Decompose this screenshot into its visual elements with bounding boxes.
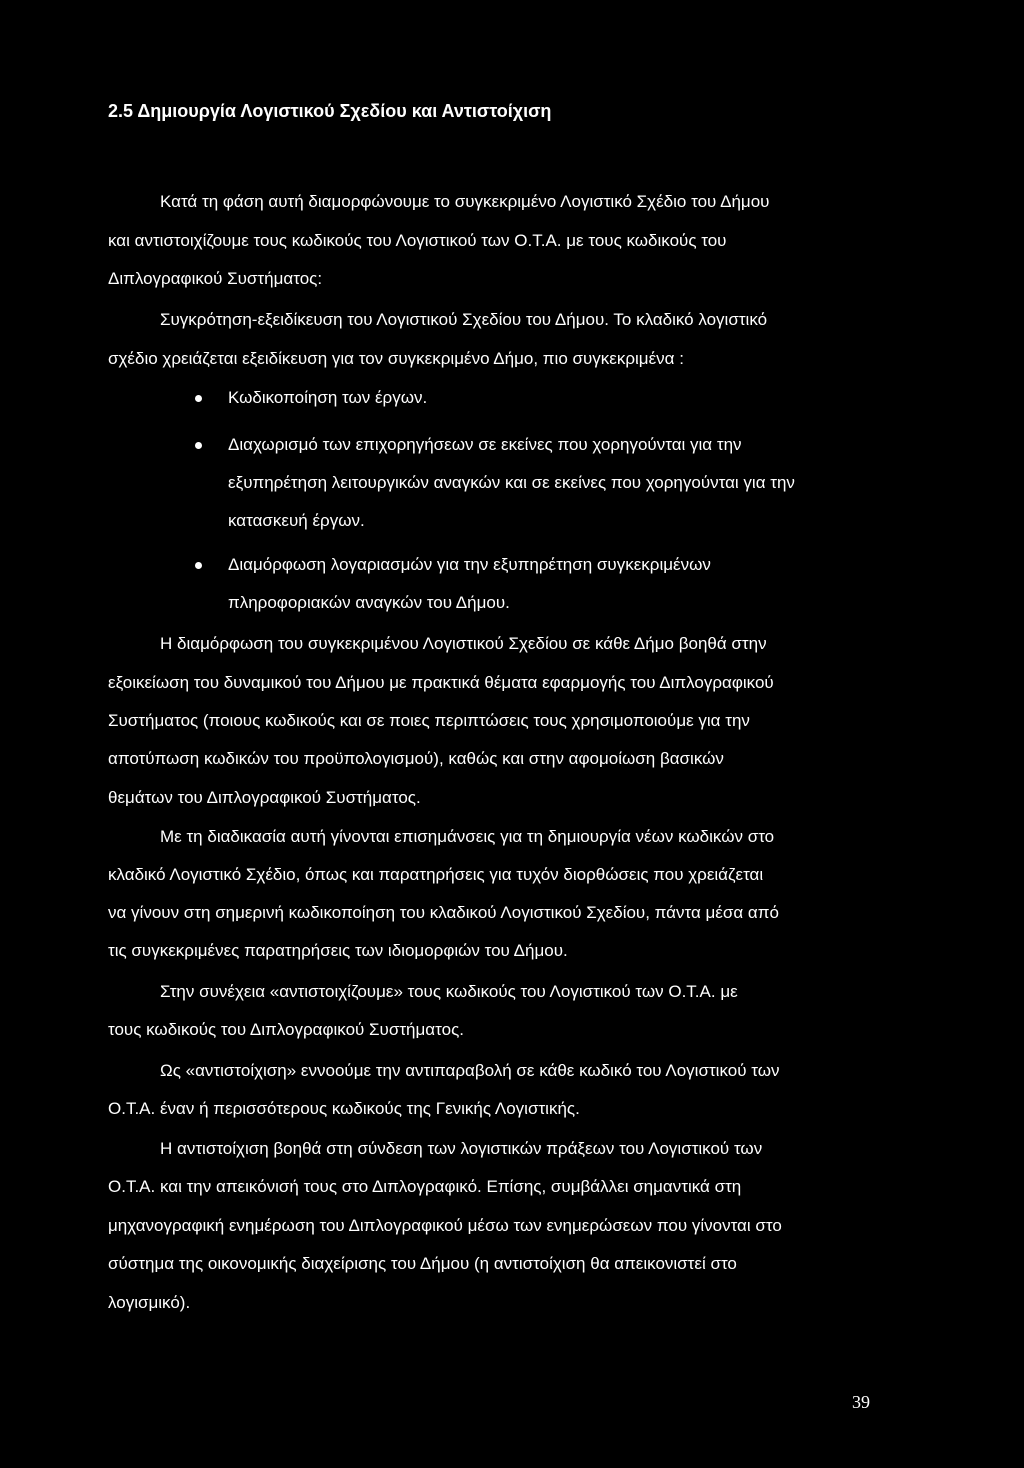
intro-line-3: Διπλογραφικού Συστήματος: — [108, 269, 323, 288]
specialization-line-2: σχέδιο χρειάζεται εξειδίκευση για τον συγκεκριμένο Δήμο, πιο συγκεκριμένα : — [108, 349, 684, 368]
intro-line-1: Κατά τη φάση αυτή διαμορφώνουμε το συγκεκριμένο Λογιστικό Σχέδιο του Δήμου — [160, 192, 770, 211]
bullet-1-line-1: Κωδικοποίηση των έργων. — [228, 388, 428, 407]
paragraph-5-line-3: μηχανογραφική ενημέρωση του Διπλογραφικού μέσω των ενημερώσεων που γίνονται στο — [108, 1216, 782, 1235]
paragraph-1-line-4: αποτύπωση κωδικών του προϋπολογισμού), καθώς και στην αφομοίωση βασικών — [108, 749, 724, 768]
paragraph-4-line-1: Ως «αντιστοίχιση» εννοούμε την αντιπαραβολή σε κάθε κωδικό του Λογιστικού των — [160, 1061, 780, 1080]
paragraph-1-line-5: θεμάτων του Διπλογραφικού Συστήματος. — [108, 788, 421, 807]
paragraph-2-line-3: να γίνουν στη σημερινή κωδικοποίηση του κλαδικού Λογιστικού Σχεδίου, πάντα μέσα από — [108, 903, 779, 922]
bullet-dot-icon — [195, 395, 202, 402]
paragraph-4-line-2: Ο.Τ.Α. έναν ή περισσότερους κωδικούς της Γενικής Λογιστικής. — [108, 1099, 580, 1118]
intro-line-2: και αντιστοιχίζουμε τους κωδικούς του Λογιστικού των Ο.Τ.Α. με τους κωδικούς του — [108, 231, 727, 250]
paragraph-5-line-5: λογισμικό). — [108, 1293, 191, 1312]
paragraph-3-line-2: τους κωδικούς του Διπλογραφικού Συστήματος. — [108, 1020, 464, 1039]
page-number: 39 — [852, 1392, 870, 1412]
bullet-2-line-3: κατασκευή έργων. — [228, 511, 365, 530]
bullet-dot-icon — [195, 562, 202, 569]
paragraph-1-line-3: Συστήματος (ποιους κωδικούς και σε ποιες περιπτώσεις τους χρησιμοποιούμε για την — [108, 711, 750, 730]
paragraph-5-line-4: σύστημα της οικονομικής διαχείρισης του Δήμου (η αντιστοίχιση θα απεικονιστεί στο — [108, 1254, 737, 1273]
paragraph-5-line-2: Ο.Τ.Α. και την απεικόνισή τους στο Διπλογραφικό. Επίσης, συμβάλλει σημαντικά στη — [108, 1177, 742, 1196]
bullet-dot-icon — [195, 442, 202, 449]
paragraph-5-line-1: Η αντιστοίχιση βοηθά στη σύνδεση των λογιστικών πράξεων του Λογιστικού των — [160, 1139, 763, 1158]
paragraph-2-line-1: Με τη διαδικασία αυτή γίνονται επισημάνσεις για τη δημιουργία νέων κωδικών στο — [160, 827, 775, 846]
bullet-3-line-2: πληροφοριακών αναγκών του Δήμου. — [228, 593, 510, 612]
bullet-2-line-2: εξυπηρέτηση λειτουργικών αναγκών και σε εκείνες που χορηγούνται για την — [228, 473, 795, 492]
bullet-3-line-1: Διαμόρφωση λογαριασμών για την εξυπηρέτηση συγκεκριμένων — [228, 555, 711, 574]
section-heading: 2.5 Δημιουργία Λογιστικού Σχεδίου και Αντιστοίχιση — [108, 101, 552, 121]
bullet-2-line-1: Διαχωρισμό των επιχορηγήσεων σε εκείνες που χορηγούνται για την — [228, 435, 742, 454]
specialization-line-1: Συγκρότηση-εξειδίκευση του Λογιστικού Σχεδίου του Δήμου. Το κλαδικό λογιστικό — [160, 310, 768, 329]
paragraph-2-line-2: κλαδικό Λογιστικό Σχέδιο, όπως και παρατηρήσεις για τυχόν διορθώσεις που χρειάζεται — [108, 865, 764, 884]
paragraph-1-line-2: εξοικείωση του δυναμικού του Δήμου με πρακτικά θέματα εφαρμογής του Διπλογραφικού — [108, 673, 774, 692]
paragraph-1-line-1: Η διαμόρφωση του συγκεκριμένου Λογιστικού Σχεδίου σε κάθε Δήμο βοηθά στην — [160, 634, 767, 653]
paragraph-2-line-4: τις συγκεκριμένες παρατηρήσεις των ιδιομορφιών του Δήμου. — [108, 941, 568, 960]
paragraph-3-line-1: Στην συνέχεια «αντιστοιχίζουμε» τους κωδικούς του Λογιστικού των Ο.Τ.Α. με — [160, 982, 738, 1001]
